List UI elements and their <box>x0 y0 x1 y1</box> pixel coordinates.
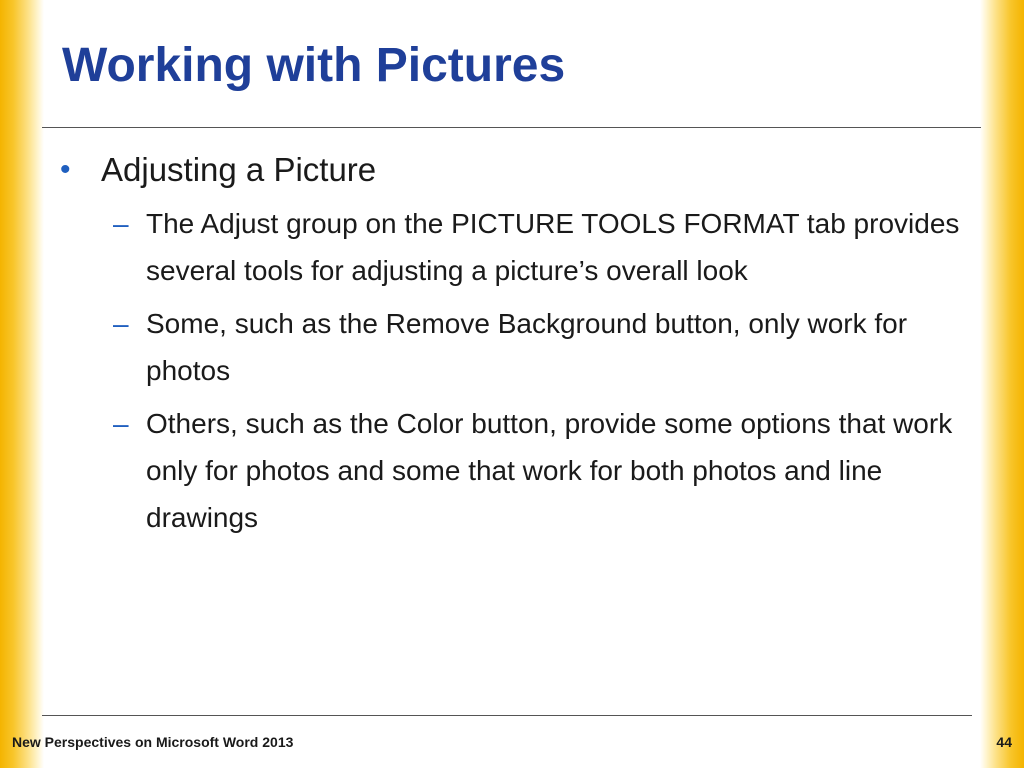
bullet-text: Adjusting a Picture <box>101 151 377 188</box>
subbullet-item <box>60 300 986 394</box>
subbullet-item <box>60 200 986 294</box>
slide-body <box>60 148 960 547</box>
footer-divider <box>42 715 972 716</box>
bullet-item <box>60 148 960 192</box>
subbullet-item <box>60 400 986 541</box>
dash-icon: – <box>113 408 129 439</box>
slide-title: Working with Pictures <box>62 39 566 92</box>
subbullet-text: Others, such as the Color button, provide some options that work only for photos and some that work for both photos and line drawings <box>146 408 953 533</box>
subbullet-text: The Adjust group on the PICTURE TOOLS FORMAT tab provides several tools for adjusting a picture’s overall look <box>146 208 960 286</box>
bullet-icon: • <box>60 153 71 186</box>
left-gold-edge <box>0 0 44 768</box>
dash-icon: – <box>113 308 129 339</box>
subbullet-text: Some, such as the Remove Background button, only work for photos <box>146 308 908 386</box>
right-gold-edge <box>980 0 1024 768</box>
title-divider <box>42 127 981 128</box>
dash-icon: – <box>113 208 129 239</box>
page-number: 44 <box>996 734 1012 750</box>
footer-title: New Perspectives on Microsoft Word 2013 <box>12 734 294 750</box>
